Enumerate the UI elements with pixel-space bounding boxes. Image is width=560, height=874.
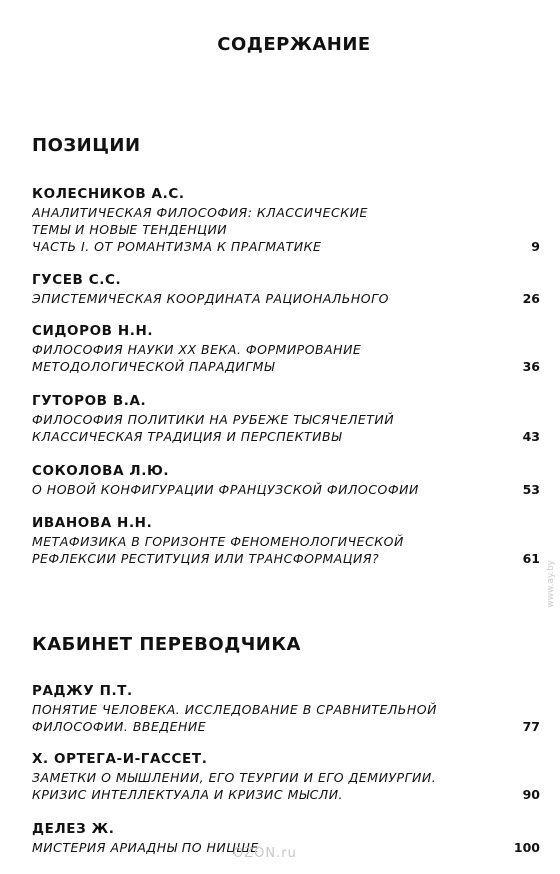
- entry-title-line: КЛАССИЧЕСКАЯ ТРАДИЦИЯ И ПЕРСПЕКТИВЫ: [32, 429, 342, 444]
- entry-title-line: О НОВОЙ КОНФИГУРАЦИИ ФРАНЦУЗСКОЙ ФИЛОСОФИИ: [32, 482, 419, 497]
- side-watermark: www.ay.by: [546, 560, 556, 608]
- entry-title-line: МЕТОДОЛОГИЧЕСКОЙ ПАРАДИГМЫ: [32, 359, 275, 374]
- entry-author: СИДОРОВ Н.Н.: [32, 323, 154, 339]
- section-heading-positions: ПОЗИЦИИ: [32, 135, 141, 156]
- entry-page-number: 43: [522, 429, 540, 444]
- entry-title-line: ФИЛОСОФИЯ НАУКИ XX ВЕКА. ФОРМИРОВАНИЕ: [32, 342, 362, 357]
- toc-entry: [32, 323, 542, 375]
- ozon-watermark: OZON.ru: [233, 846, 297, 861]
- entry-author: ГУТОРОВ В.А.: [32, 393, 147, 409]
- entry-title-line: ЧАСТЬ I. ОТ РОМАНТИЗМА К ПРАГМАТИКЕ: [32, 239, 322, 254]
- entry-author: РАДЖУ П.Т.: [32, 683, 133, 699]
- entry-title-line: ФИЛОСОФИЯ ПОЛИТИКИ НА РУБЕЖЕ ТЫСЯЧЕЛЕТИЙ: [32, 412, 395, 427]
- entry-title-line: МЕТАФИЗИКА В ГОРИЗОНТЕ ФЕНОМЕНОЛОГИЧЕСКОЙ: [32, 534, 404, 549]
- entry-page-number: 100: [513, 840, 540, 855]
- entry-author: ДЕЛЕЗ Ж.: [32, 821, 115, 837]
- entry-page-number: 9: [531, 239, 540, 254]
- section-heading-translator: КАБИНЕТ ПЕРЕВОДЧИКА: [32, 634, 301, 655]
- entry-title-line: КРИЗИС ИНТЕЛЛЕКТУАЛА И КРИЗИС МЫСЛИ.: [32, 787, 344, 802]
- toc-entry: [32, 393, 542, 445]
- entry-title-line: МИСТЕРИЯ АРИАДНЫ ПО НИЦШЕ: [32, 840, 259, 855]
- toc-entry: [32, 683, 542, 735]
- entry-title-line: ЗАМЕТКИ О МЫШЛЕНИИ, ЕГО ТЕУРГИИ И ЕГО ДЕМИУРГИИ.: [32, 770, 437, 785]
- entry-title-line: РЕФЛЕКСИИ РЕСТИТУЦИЯ ИЛИ ТРАНСФОРМАЦИЯ?: [32, 551, 380, 566]
- entry-author: КОЛЕСНИКОВ А.С.: [32, 186, 185, 202]
- entry-title-line: АНАЛИТИЧЕСКАЯ ФИЛОСОФИЯ: КЛАССИЧЕСКИЕ: [32, 205, 368, 220]
- entry-page-number: 36: [522, 359, 540, 374]
- toc-entry: [32, 515, 542, 567]
- page-title: СОДЕРЖАНИЕ: [217, 34, 371, 55]
- entry-page-number: 77: [522, 719, 540, 734]
- entry-page-number: 26: [522, 291, 540, 306]
- entry-title-line: ПОНЯТИЕ ЧЕЛОВЕКА. ИССЛЕДОВАНИЕ В СРАВНИТЕЛЬНОЙ: [32, 702, 437, 717]
- entry-author: СОКОЛОВА Л.Ю.: [32, 463, 170, 479]
- entry-title-line: ТЕМЫ И НОВЫЕ ТЕНДЕНЦИИ: [32, 222, 228, 237]
- toc-entry: [32, 751, 542, 803]
- toc-entry: [32, 463, 542, 498]
- entry-page-number: 53: [522, 482, 540, 497]
- entry-author: ГУСЕВ С.С.: [32, 272, 122, 288]
- toc-entry: [32, 186, 542, 255]
- entry-page-number: 61: [522, 551, 540, 566]
- entry-author: Х. ОРТЕГА-И-ГАССЕТ.: [32, 751, 208, 767]
- entry-author: ИВАНОВА Н.Н.: [32, 515, 153, 531]
- entry-page-number: 90: [522, 787, 540, 802]
- toc-entry: [32, 272, 542, 307]
- entry-title-line: ФИЛОСОФИИ. ВВЕДЕНИЕ: [32, 719, 207, 734]
- entry-title-line: ЭПИСТЕМИЧЕСКАЯ КООРДИНАТА РАЦИОНАЛЬНОГО: [32, 291, 389, 306]
